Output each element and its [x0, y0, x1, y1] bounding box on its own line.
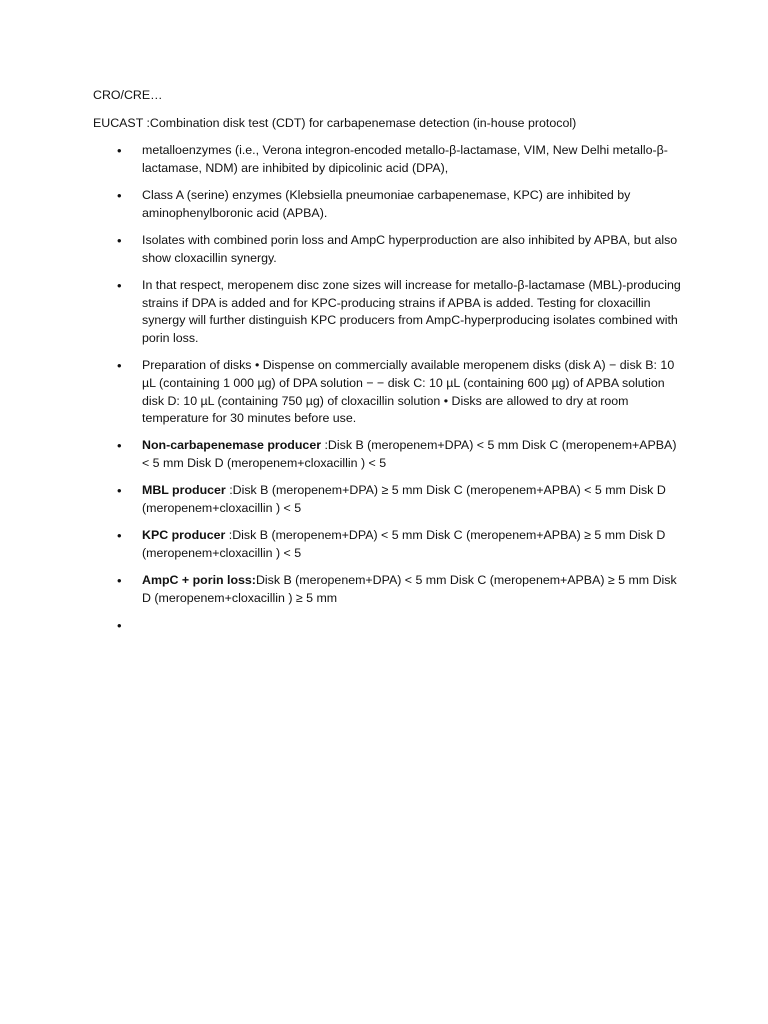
list-item-text: [142, 437, 683, 472]
list-item-bold-label: AmpC + porin loss:: [142, 573, 256, 588]
bullet-icon: •: [117, 573, 122, 589]
document-title-line: CRO/CRE…: [93, 88, 163, 102]
list-item-body: :Disk B (meropenem+DPA) < 5 mm Disk C (meropenem+APBA) < 5 mm Disk D (meropenem+cloxacillin ) < 5: [142, 438, 677, 471]
list-item-body: :Disk B (meropenem+DPA) ≥ 5 mm Disk C (meropenem+APBA) < 5 mm Disk D (meropenem+cloxacillin ) < 5: [142, 483, 666, 516]
document-body: [93, 87, 683, 645]
list-item-text: [142, 482, 683, 517]
list-item: [93, 277, 683, 347]
list-item-body: Preparation of disks • Dispense on commercially available meropenem disks (disk A) − disk B: 10 µL (containing 1 000 µg) of DPA solution − − disk C: 10 µL (containing 600 µg) of APBA solution disk D: 10 µL (containing 750 µg) of cloxacillin solution • Disks are allowed to dry at room temperature for 30 minutes before use.: [142, 358, 675, 426]
bullet-icon: •: [117, 188, 122, 204]
bullet-icon: •: [117, 528, 122, 544]
list-item: [93, 437, 683, 472]
list-item-bold-label: MBL producer: [142, 483, 226, 498]
list-item-text: [142, 572, 683, 607]
list-item-text: [142, 142, 683, 177]
bullet-icon: •: [117, 143, 122, 159]
list-item: [93, 357, 683, 427]
bullet-icon: •: [117, 483, 122, 499]
list-item-body: Disk B (meropenem+DPA) < 5 mm Disk C (meropenem+APBA) ≥ 5 mm Disk D (meropenem+cloxacillin ) ≥ 5 mm: [142, 573, 677, 606]
list-item-body: In that respect, meropenem disc zone sizes will increase for metallo-β-lactamase (MBL)-producing strains if DPA is added and for KPC-producing strains if APBA is added. Testing for cloxacillin synergy will further distinguish KPC producers from AmpC-hyperproducing isolates combined with porin loss.: [142, 278, 681, 345]
list-item-text: [142, 187, 683, 222]
list-item-body: Class A (serine) enzymes (Klebsiella pneumoniae carbapenemase, KPC) are inhibited by aminophenylboronic acid (APBA).: [142, 188, 631, 220]
list-item: [93, 482, 683, 517]
list-item: [93, 142, 683, 177]
list-item-body: metalloenzymes (i.e., Verona integron-encoded metallo-β-lactamase, VIM, New Delhi metallo-β-lactamase, NDM) are inhibited by dipicolinic acid (DPA),: [142, 143, 668, 175]
bullet-icon: •: [117, 358, 122, 374]
list-item: [93, 527, 683, 562]
bullet-icon: •: [117, 233, 122, 249]
bullet-list: [93, 142, 683, 635]
list-item-body: :Disk B (meropenem+DPA) < 5 mm Disk C (meropenem+APBA) ≥ 5 mm Disk D (meropenem+cloxacillin ) < 5: [142, 528, 666, 561]
bullet-icon: •: [117, 278, 122, 294]
list-item-bold-label: KPC producer: [142, 528, 226, 543]
list-item-empty: [93, 617, 683, 635]
list-item: [93, 232, 683, 267]
bullet-icon: •: [117, 438, 122, 454]
list-item-text: [142, 277, 683, 347]
list-item-text: [142, 232, 683, 267]
list-item-bold-label: Non-carbapenemase producer: [142, 438, 322, 453]
list-item-text: [142, 357, 683, 427]
list-item-text: [142, 617, 683, 635]
list-item-body: Isolates with combined porin loss and AmpC hyperproduction are also inhibited by APBA, but also show cloxacillin synergy.: [142, 233, 678, 265]
list-item: [93, 187, 683, 222]
bullet-icon: •: [117, 618, 122, 634]
list-item: [93, 572, 683, 607]
list-item-text: [142, 527, 683, 562]
document-intro-line: EUCAST :Combination disk test (CDT) for carbapenemase detection (in-house protocol): [93, 115, 577, 130]
